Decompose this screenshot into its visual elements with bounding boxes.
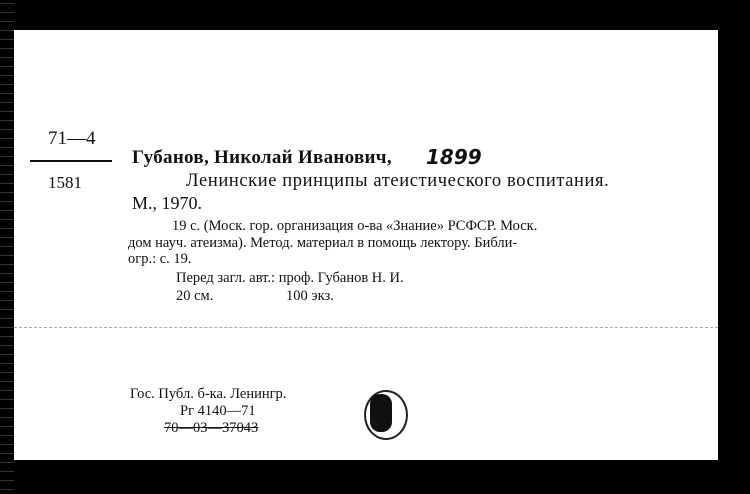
- accession-number: 1581: [48, 173, 82, 192]
- catalog-card: [14, 30, 718, 460]
- class-divider: [30, 160, 112, 162]
- scan-left-edge: [0, 0, 14, 494]
- title-line: Ленинские принципы атеистического воспитания.: [186, 171, 610, 191]
- class-number: 71—4: [48, 128, 96, 149]
- title-page-note: Перед загл. авт.: проф. Губанов Н. И.: [176, 270, 404, 286]
- description-line-2: дом науч. атеизма). Метод. материал в помощь лектору. Библи-: [128, 235, 518, 251]
- handwritten-year: 1899: [426, 145, 482, 169]
- library-name: Гос. Публ. б-ка. Ленингр.: [130, 386, 287, 402]
- author-heading: Губанов, Николай Иванович,: [132, 147, 392, 168]
- scan-dotted-line: [14, 327, 718, 328]
- description-line-1: 19 с. (Моск. гор. организация о-ва «Знание» РСФСР. Моск.: [172, 218, 538, 234]
- catalog-number-2: 70—03—37043: [164, 420, 259, 436]
- description-line-3: огр.: с. 19.: [128, 251, 192, 267]
- size-note: 20 см.: [176, 288, 214, 304]
- catalog-number-1: Рг 4140—71: [180, 403, 256, 419]
- scan-right-edge: [718, 0, 750, 494]
- copies-note: 100 экз.: [286, 288, 334, 304]
- imprint: М., 1970.: [132, 193, 203, 213]
- stamp-ink-blot: [370, 394, 392, 432]
